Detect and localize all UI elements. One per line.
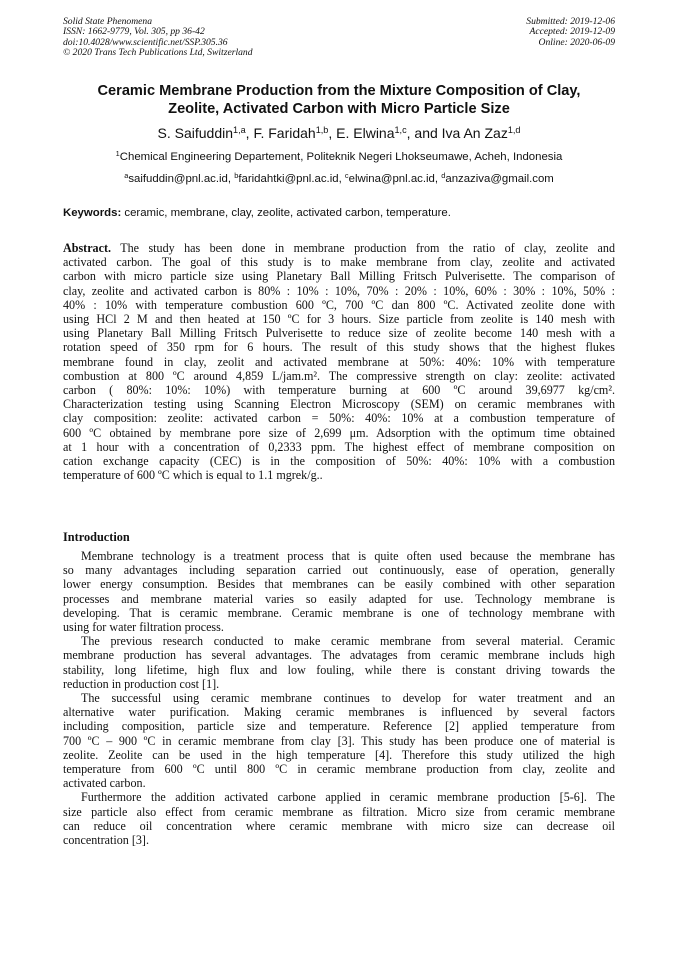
abstract-line: clay composition: zeolite: activated carbon = 50%: 40%: 10% at a combustion temperature of bbox=[63, 411, 615, 426]
abstract-line: rotation speed of 350 rpm for 6 hours. The result of this study shows that the highest flukes bbox=[63, 340, 615, 355]
author-marker: 1,c bbox=[394, 125, 407, 135]
email-marker: b bbox=[234, 170, 239, 180]
email: faridahtki@pnl.ac.id, bbox=[238, 173, 345, 185]
author-separator: , and bbox=[406, 125, 442, 141]
paper-title bbox=[40, 82, 638, 118]
affiliation-text: Chemical Engineering Departement, Politeknik Negeri Lhokseumawe, Acheh, Indonesia bbox=[119, 151, 563, 163]
abstract-text: The study has been done in membrane production from the ratio of clay, zeolite and bbox=[111, 241, 615, 255]
paragraph-line: activated carbon. bbox=[63, 776, 146, 791]
author-name: E. Elwina bbox=[336, 125, 395, 141]
paragraph-line: developing. That is ceramic membrane. Ceramic membrane is one of technology membrane with bbox=[63, 605, 615, 620]
email: elwina@pnl.ac.id, bbox=[348, 173, 442, 185]
paragraph-line: Furthermore the addition activated carbone applied in ceramic membrane production [5-6]. The bbox=[81, 790, 615, 805]
paragraph-line: temperature from 600 ºC until 800 ºC in ceramic membrane production from clay, zeolite and bbox=[63, 762, 615, 777]
email-marker: d bbox=[441, 170, 446, 180]
author-marker: 1,a bbox=[233, 125, 246, 135]
author-name: S. Saifuddin bbox=[157, 125, 234, 141]
paragraph-line: so many advantages including separation carried out continuously, ease of operation, generally bbox=[63, 563, 615, 578]
affiliation-marker: 1 bbox=[115, 148, 120, 158]
email: anzaziva@gmail.com bbox=[445, 173, 554, 185]
keywords-text: ceramic, membrane, clay, zeolite, activated carbon, temperature. bbox=[121, 207, 451, 219]
title-line: Ceramic Membrane Production from the Mixture Composition of Clay, bbox=[97, 83, 581, 99]
email-marker: c bbox=[344, 170, 349, 180]
introduction-body bbox=[63, 549, 615, 847]
journal-meta bbox=[63, 17, 253, 59]
abstract-line: activated carbon. The goal of this study is to make membrane from clay, zeolite and activated bbox=[63, 255, 615, 270]
date-meta bbox=[526, 17, 615, 48]
issn-line: ISSN: 1662-9779, Vol. 305, pp 36-42 bbox=[63, 26, 205, 38]
email-marker: a bbox=[124, 170, 129, 180]
keywords-label: Keywords: bbox=[63, 207, 122, 219]
author-separator: , bbox=[328, 125, 337, 141]
abstract-line: temperature of 600 ºC which is equal to 1.1 mgrek/g.. bbox=[63, 468, 323, 483]
abstract-line: clay, zeolite and activated carbon is 80% : 10% : 10%, 70% : 20% : 10%, 60% : 30% : 10%, 50% : bbox=[63, 283, 615, 298]
abstract-line: cation exchange capacity (CEC) is in the composition of 50%: 40%: 10% with a combustion bbox=[63, 454, 615, 469]
online-date: Online: 2020-06-09 bbox=[538, 36, 615, 48]
title-line: Zeolite, Activated Carbon with Micro Particle Size bbox=[168, 101, 510, 117]
paragraph-line: The successful using ceramic membrane continues to develop for water treatment and an bbox=[81, 691, 615, 706]
paragraph-line: alternative water purification. Making ceramic membranes is influenced by several factors bbox=[63, 705, 615, 720]
abstract-line bbox=[63, 241, 615, 255]
paragraph-line: membrane production has several advantages. The advatages from ceramic membrane includs high bbox=[63, 648, 615, 663]
author-list bbox=[20, 124, 658, 142]
paragraph-line: size particle also effect from ceramic membrane as filtration. Micro size from ceramic membrane bbox=[63, 804, 615, 819]
abstract-line: carbon ( 80%: 10%: 10%) with temperature burning at 600 ºC around 39,6977 kg/cm². bbox=[63, 383, 615, 398]
abstract-line: combustion at 800 ºC around 4,859 L/jam.m². The compressive strength on clay: zeolite: activated bbox=[63, 368, 615, 383]
author-marker: 1,b bbox=[315, 125, 329, 135]
abstract-line: carbon with micro particle size using Planetary Ball Milling Fritsch Pulverisette. The comparison of bbox=[63, 269, 615, 284]
affiliation bbox=[20, 150, 658, 164]
abstract bbox=[63, 241, 615, 482]
submitted-date: Submitted: 2019-12-06 bbox=[526, 16, 615, 27]
paragraph-line: processes and membrane material varies so easily adapted for use. Technology membrane is bbox=[63, 591, 615, 606]
author-marker: 1,d bbox=[507, 125, 521, 135]
paragraph-line: concentration [3]. bbox=[63, 833, 149, 848]
doi-line: doi:10.4028/www.scientific.net/SSP.305.36 bbox=[63, 36, 228, 48]
email: saifuddin@pnl.ac.id, bbox=[128, 173, 235, 185]
paragraph-line: 700 ºC – 900 ºC in ceramic membrane from clay [3]. This study has been produce one of material is bbox=[63, 733, 615, 748]
author-separator: , bbox=[245, 125, 254, 141]
abstract-line: using HCl 2 M and then heated at 150 ºC for 3 hours. Size particle from zeolite is 140 mesh with bbox=[63, 312, 615, 327]
paragraph-line: can reduce oil concentration where ceramic membrane with micro size can decrease oil bbox=[63, 818, 615, 833]
abstract-label: Abstract. bbox=[63, 241, 112, 255]
paragraph-line: zeolite. Zeolite can be used in the high temperature [4]. Therefore this study utilized the high bbox=[63, 747, 615, 762]
abstract-line: 600 ºC obtained by membrane pore size of 2,699 μm. Adsorption with the optimum time obtained bbox=[63, 425, 615, 440]
abstract-line: 40% : 10% with temperature combustion 600 ºC, 700 ºC dan 800 ºC. Activated zeolite done with bbox=[63, 297, 615, 312]
abstract-line: membrane found in clay, zeolit and activated membrane at 50%: 40%: 10% with temperature bbox=[63, 354, 615, 369]
paragraph-line: stability, long lifetime, high flux and low fouling, while there is constant driving towards the bbox=[63, 662, 615, 677]
author-name: Iva An Zaz bbox=[441, 125, 508, 141]
abstract-line: using Planetary Ball Milling Fritsch Pulverisette to reduce size of zeolite become 140 mesh with a bbox=[63, 326, 615, 341]
author-emails bbox=[20, 172, 658, 186]
section-heading: Introduction bbox=[63, 530, 130, 544]
paragraph-line: Membrane technology is a treatment process that is quite often used because the membrane has bbox=[81, 549, 615, 563]
paragraph-line: The previous research conducted to make ceramic membrane from several material. Ceramic bbox=[81, 634, 615, 649]
accepted-date: Accepted: 2019-12-09 bbox=[529, 26, 615, 38]
paragraph-line: reduction in production cost [1]. bbox=[63, 676, 220, 691]
paragraph-line: lower energy consumption. Besides that membranes can be easily combined with other separation bbox=[63, 577, 615, 592]
abstract-line: at 1 hour with a concentration of 0,2333 ppm. The highest effect of membrane composition on bbox=[63, 439, 615, 454]
keywords bbox=[63, 206, 615, 220]
copyright-line: © 2020 Trans Tech Publications Ltd, Switzerland bbox=[63, 47, 253, 59]
journal-name: Solid State Phenomena bbox=[63, 16, 152, 27]
paragraph-line: including composition, particle size and temperature. Reference [2] applied temperature from bbox=[63, 719, 615, 734]
abstract-line: Characterization testing using Scanning Electron Microscopy (SEM) on ceramic membranes with bbox=[63, 397, 615, 412]
author-name: F. Faridah bbox=[253, 125, 316, 141]
paragraph-line: using for water filtration process. bbox=[63, 620, 224, 635]
